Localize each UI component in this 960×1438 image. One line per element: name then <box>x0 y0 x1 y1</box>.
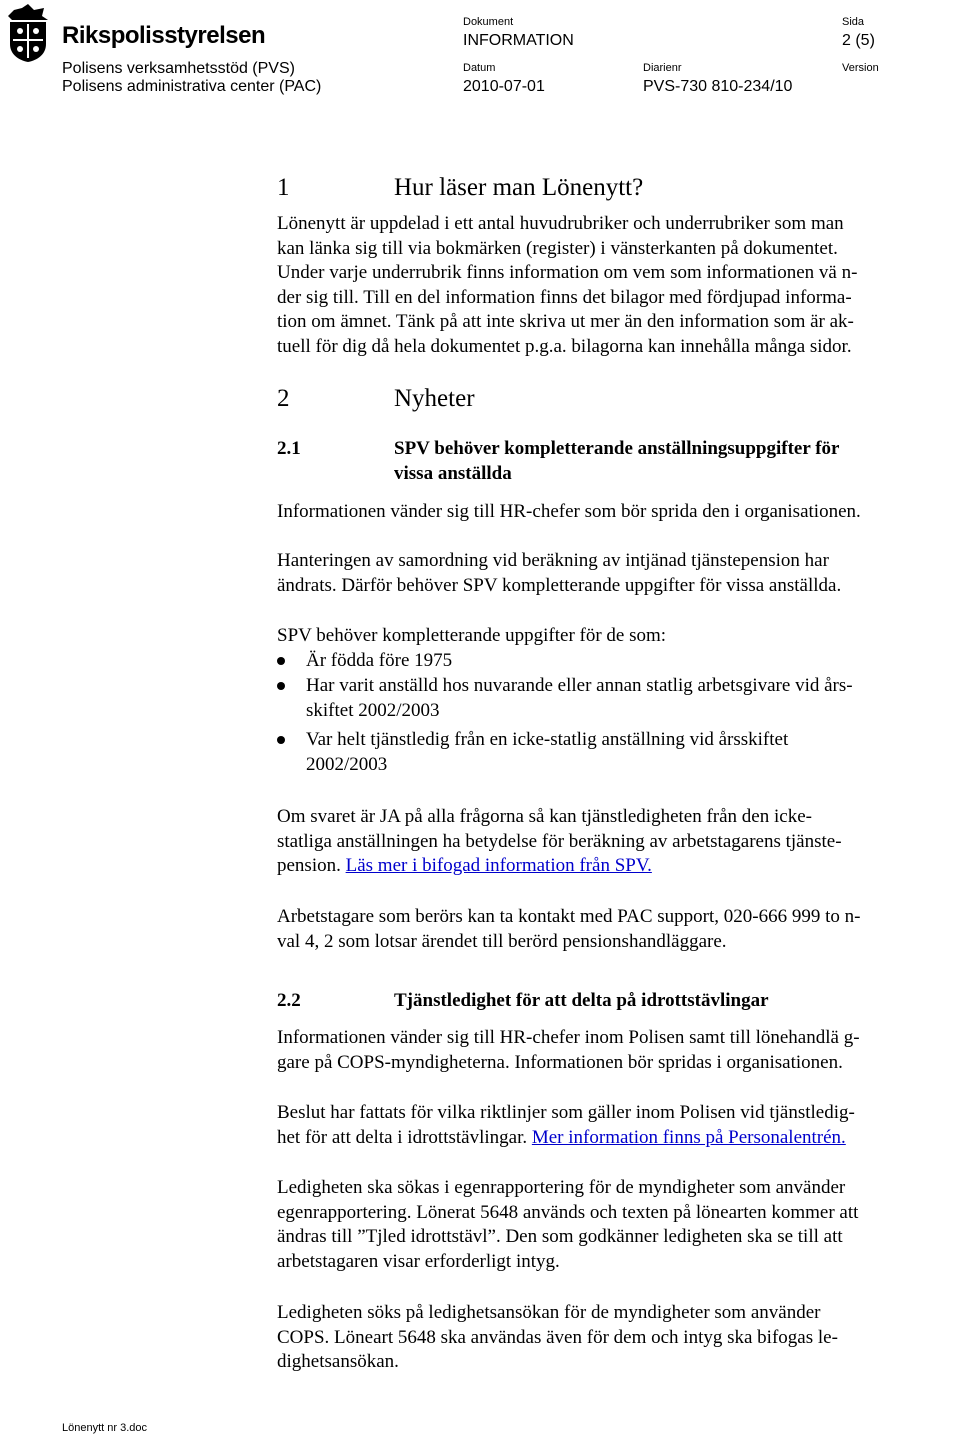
text-line: Beslut har fattats för vilka riktlinjer som gäller inom Polisen vid tjänstledig- <box>277 1102 855 1123</box>
paragraph <box>277 1176 947 1274</box>
text-line: Har varit anställd hos nuvarande eller annan statlig arbetsgivare vid års- <box>306 675 853 696</box>
personalentren-link[interactable]: Mer information finns på Personalentrén. <box>531 1126 846 1148</box>
date-label: Datum <box>463 62 496 74</box>
bullet-icon <box>277 657 285 665</box>
text-line: Hanteringen av samordning vid beräkning av intjänad tjänstepension har <box>277 550 829 571</box>
text-line: der sig till. Till en del information finns det bilagor med fördjupad informa- <box>277 286 852 308</box>
text-line <box>277 1126 947 1151</box>
section-2-number: 2 <box>277 385 290 412</box>
subsection-2-2-number: 2.2 <box>277 990 301 1011</box>
list-item <box>306 674 946 723</box>
paragraph <box>277 549 947 598</box>
text-line: Informationen vänder sig till HR-chefer inom Polisen samt till lönehandlä g- <box>277 1027 860 1048</box>
text-fragment: het för att delta i idrottstävlingar. <box>277 1126 532 1148</box>
paragraph <box>277 1101 947 1150</box>
text-line: Om svaret är JA på alla frågorna så kan tjänstledigheten från den icke- <box>277 806 812 827</box>
text-line <box>277 854 947 879</box>
text-line: ändrats. Därför behöver SPV kompletterande uppgifter för vissa anställda. <box>277 574 842 596</box>
spv-info-link[interactable]: Läs mer i bifogad information från SPV. <box>345 855 652 876</box>
date-value: 2010-07-01 <box>463 78 545 95</box>
text-line: arbetstagaren visar erforderligt intyg. <box>277 1250 560 1272</box>
paragraph <box>277 905 947 954</box>
subsection-2-2-title: Tjänstledighet för att delta på idrottstävlingar <box>394 990 769 1011</box>
text-line: 2002/2003 <box>306 753 388 775</box>
text-line: COPS. Löneart 5648 ska användas även för dem och intyg ska bifogas le- <box>277 1326 838 1348</box>
footer-filename: Lönenytt nr 3.doc <box>62 1422 148 1434</box>
text-line: skiftet 2002/2003 <box>306 699 440 721</box>
text-line: egenrapportering. Lönerat 5648 används och texten på lönearten kommer att <box>277 1201 859 1223</box>
text-line: statliga anställningen ha betydelse för beräkning av arbetstagarens tjänste- <box>277 830 842 852</box>
paragraph <box>277 1301 947 1375</box>
section-1-title: Hur läser man Lönenytt? <box>394 174 644 201</box>
bullet-icon <box>277 682 285 690</box>
paragraph <box>277 1026 947 1075</box>
text-line: tion om ämnet. Tänk på att inte skriva ut mer än den information som är ak- <box>277 311 854 332</box>
paragraph <box>277 805 947 879</box>
subsection-2-1-number: 2.1 <box>277 438 301 459</box>
title-line: SPV behöver kompletterande anställningsuppgifter för <box>394 438 840 459</box>
text-line: Informationen vänder sig till HR-chefer som bör sprida den i organisationen. <box>277 501 861 522</box>
text-line: Under varje underrubrik finns information om vem som informationen vä n- <box>277 262 858 283</box>
doc-label: Dokument <box>463 16 514 28</box>
section-1-paragraph <box>277 212 947 359</box>
text-line: kan länka sig till via bokmärken (register) i vänsterkanten på dokumentet. <box>277 237 838 259</box>
org-logo-text: Rikspolisstyrelsen <box>62 22 266 49</box>
diarienr-label: Diarienr <box>643 62 682 74</box>
version-label: Version <box>842 62 879 74</box>
text-line: Arbetstagare som berörs kan ta kontakt med PAC support, 020-666 999 to n- <box>277 906 861 927</box>
paragraph <box>277 500 947 525</box>
text-line: Är födda före 1975 <box>306 650 453 671</box>
text-line: tuell för dig då hela dokumentet p.g.a. bilagorna kan innehålla många sidor. <box>277 335 852 357</box>
page-number: 2 (5) <box>842 32 875 49</box>
text-fragment: pension. <box>277 855 346 876</box>
text-line: SPV behöver kompletterande uppgifter för de som: <box>277 625 667 646</box>
paragraph <box>277 624 947 649</box>
text-line: val 4, 2 som lotsar ärendet till berörd pensionshandläggare. <box>277 930 727 952</box>
text-line: dighetsansökan. <box>277 1351 399 1372</box>
page-label: Sida <box>842 16 865 28</box>
text-line: Var helt tjänstledig från en icke-statlig anställning vid årsskiftet <box>306 729 789 750</box>
bullet-icon <box>277 736 285 744</box>
text-line: ändras till ”Tjled idrottstävl”. Den som godkänner ledigheten ska se till att <box>277 1226 843 1247</box>
doc-value: INFORMATION <box>463 32 574 49</box>
text-line: Ledigheten söks på ledighetsansökan för de myndigheter som använder <box>277 1302 821 1323</box>
diarienr-value: PVS-730 810-234/10 <box>643 78 793 95</box>
police-emblem-icon <box>4 2 52 64</box>
list-item <box>306 649 946 674</box>
section-1-number: 1 <box>277 174 290 201</box>
subsection-2-1-title <box>394 437 839 486</box>
text-line: Lönenytt är uppdelad i ett antal huvudrubriker och underrubriker som man <box>277 213 844 234</box>
list-item <box>306 728 946 777</box>
text-line: gare på COPS-myndigheterna. Informationen bör spridas i organisationen. <box>277 1051 843 1073</box>
unit-line-2: Polisens administrativa center (PAC) <box>62 78 322 95</box>
title-line: vissa anställda <box>394 462 512 484</box>
unit-line-1: Polisens verksamhetsstöd (PVS) <box>62 60 295 77</box>
text-line: Ledigheten ska sökas i egenrapportering för de myndigheter som använder <box>277 1177 846 1198</box>
section-2-title: Nyheter <box>394 385 475 412</box>
